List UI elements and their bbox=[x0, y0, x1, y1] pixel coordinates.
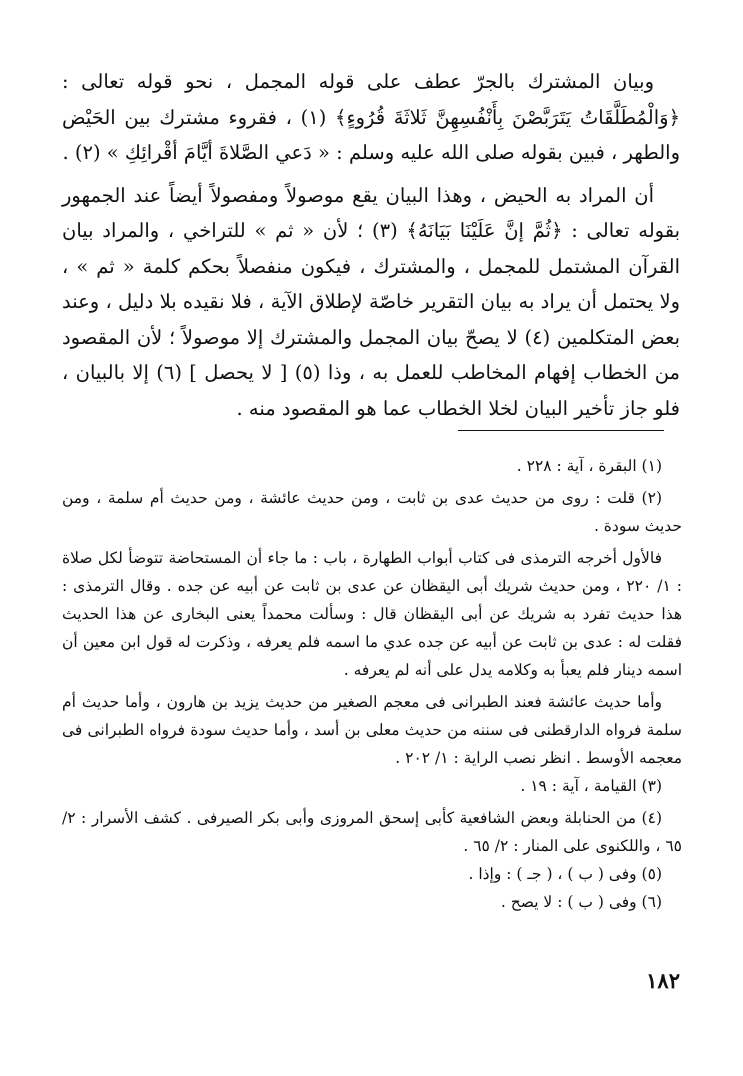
footnote: (١) البقرة ، آية : ٢٢٨ . bbox=[516, 457, 662, 475]
footnotes bbox=[62, 452, 682, 916]
footnote: (٦) وفى ( ب ) : لا يصح . bbox=[500, 893, 662, 911]
footnote: (٤) من الحنابلة وبعض الشافعية كأبى إسحق المروزى وأبى بكر الصيرفى . كشف الأسرار : ٢/ ٦٥ ، واللكنوى على المنار : ٢/ ٦٥ . bbox=[62, 809, 682, 855]
paragraph: أن المراد به الحيض ، وهذا البيان يقع موصولاً ومفصولاً أيضاً عند الجمهور بقوله تعالى : ﴿ثُمَّ إنَّ عَلَيْنَا بَيَانَهُ﴾ (٣) ؛ لأن « ثم » للتراخي ، والمراد بيان القرآن المشتمل للمجمل ، والمشترك ، فيكون منفصلاً بحكم كلمة « ثم » ، ولا يحتمل أن يراد به بيان التقرير خاصّة لإطلاق الآية ، فلا نقيده بلا دليل ، وعند بعض المتكلمين (٤) لا يصحّ بيان المجمل والمشترك إلا موصولاً ؛ لأن المقصود من الخطاب إفهام المخاطب للعمل به ، وذا (٥) [ لا يحصل ] (٦) إلا بالبيان ، فلو جاز تأخير البيان لخلا الخطاب عما هو المقصود منه . bbox=[62, 183, 680, 420]
footnote: وأما حديث عائشة فعند الطبرانى فى معجم الصغير من حديث يزيد بن هارون ، وأما حديث أم سلمة فرواه الدارقطنى فى سننه من حديث معلى بن أسد ، وأما حديث سودة فرواه الطبرانى فى معجمه الأوسط . انظر نصب الراية : ١/ ٢٠٢ . bbox=[62, 693, 682, 767]
paragraph: وبيان المشترك بالجرّ عطف على قوله المجمل ، نحو قوله تعالى : ﴿وَالْمُطَلَّقَاتُ يَتَرَبَّصْنَ بِأَنْفُسِهِنَّ ثَلاثَةَ قُرُوءٍ﴾ (١) ، فقروء مشترك بين الحَيْض والطهر ، فبين بقوله صلى الله عليه وسلم : « دَعي الصَّلاةَ أيَّامَ أقْرائِكِ » (٢) . bbox=[62, 70, 680, 164]
footnote: (٣) القيامة ، آية : ١٩ . bbox=[520, 777, 662, 795]
footnote: فالأول أخرجه الترمذى فى كتاب أبواب الطهارة ، باب : ما جاء أن المستحاضة تتوضأ لكل صلاة : ١/ ٢٢٠ ، ومن حديث شريك أبى اليقظان عن عدى بن ثابت عن أبيه عن جده . وقال الترمذى : هذا حديث تفرد به شريك عن أبى اليقظان قال : وسألت محمداً يعنى البخارى عن هذا الحديث فقلت له : عدى بن ثابت عن أبيه عن جده عدي ما اسمه فلم يعرفه ، وذكرت له قول ابن معين أن اسمه دينار فلم يعبأ به وكلامه يدل على أنه لم يعرفه . bbox=[62, 549, 682, 679]
page-number: ١٨٢ bbox=[646, 968, 680, 993]
footnote: (٥) وفى ( ب ) ، ( جـ ) : وإذا . bbox=[468, 865, 662, 883]
footnote: (٢) قلت : روى من حديث عدى بن ثابت ، ومن حديث عائشة ، ومن حديث أم سلمة ، ومن حديث سودة . bbox=[62, 489, 682, 535]
footnote-divider bbox=[458, 430, 664, 431]
main-text bbox=[62, 64, 680, 426]
